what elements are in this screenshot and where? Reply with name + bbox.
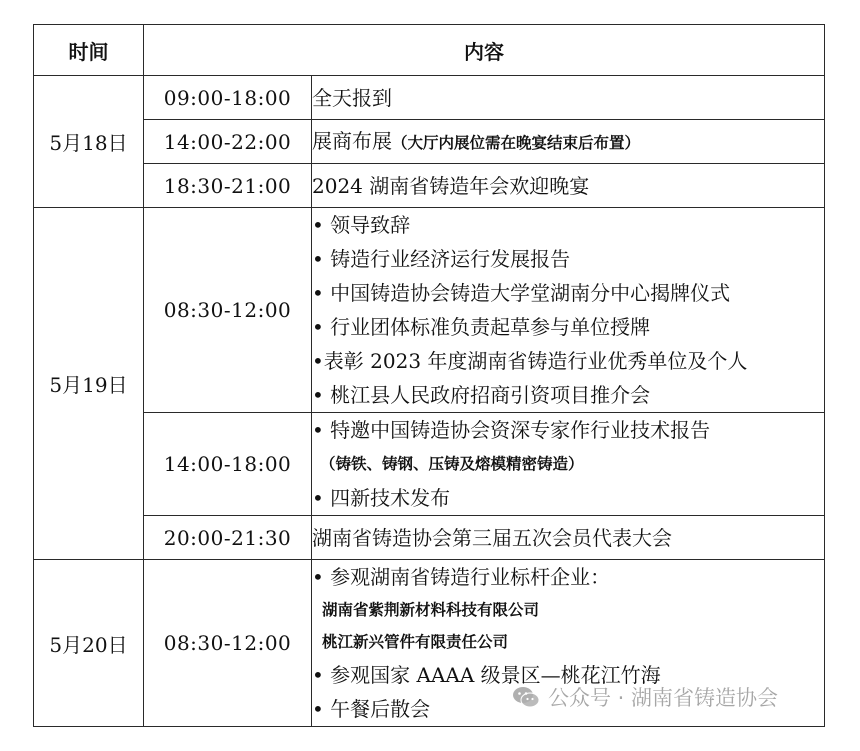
content-line: 全天报到 xyxy=(312,85,392,110)
content-cell xyxy=(312,120,825,164)
content-line: • 行业团体标准负责起草参与单位授牌 xyxy=(312,315,651,339)
content-line: • 四新技术发布 xyxy=(312,486,451,510)
table-row xyxy=(34,76,825,120)
schedule-table xyxy=(33,24,825,727)
wechat-icon xyxy=(512,686,540,708)
content-line: • 参观国家 AAAA 级景区—桃花江竹海 xyxy=(312,663,661,687)
content-note-text: （大厅内展位需在晚宴结束后布置） xyxy=(392,132,641,152)
content-cell xyxy=(312,413,825,516)
date-cell: 5月20日 xyxy=(34,560,144,727)
time-cell: 09:00-18:00 xyxy=(144,76,312,120)
content-line: • 中国铸造协会铸造大学堂湖南分中心揭牌仪式 xyxy=(312,281,731,305)
content-line: 湖南省铸造协会第三届五次会员代表大会 xyxy=(312,525,672,550)
content-line: • 午餐后散会 xyxy=(312,697,431,721)
company-line: 桃江新兴管件有限责任公司 xyxy=(322,632,509,651)
table-row xyxy=(34,208,825,413)
time-cell: 14:00-22:00 xyxy=(144,120,312,164)
watermark-text: 公众号 · 湖南省铸造协会 xyxy=(548,686,779,710)
content-line: • 桃江县人民政府招商引资项目推介会 xyxy=(312,383,651,407)
content-line: •表彰 2023 年度湖南省铸造行业优秀单位及个人 xyxy=(312,349,748,373)
time-cell: 08:30-12:00 xyxy=(144,560,312,727)
content-line: • 铸造行业经济运行发展报告 xyxy=(312,247,571,271)
content-column-header: 内容 xyxy=(144,25,825,76)
header-row xyxy=(34,25,825,76)
content-line: • 特邀中国铸造协会资深专家作行业技术报告 xyxy=(312,418,711,442)
date-cell: 5月18日 xyxy=(34,76,144,208)
table-row xyxy=(34,164,825,208)
content-cell xyxy=(312,76,825,120)
content-note-line: （铸铁、铸钢、压铸及熔模精密铸造） xyxy=(320,454,584,473)
table-row xyxy=(34,120,825,164)
time-cell: 08:30-12:00 xyxy=(144,208,312,413)
content-line: • 领导致辞 xyxy=(312,213,411,237)
time-cell: 18:30-21:00 xyxy=(144,164,312,208)
content-main-text: 展商布展 xyxy=(312,128,392,153)
table-row xyxy=(34,413,825,516)
date-cell: 5月19日 xyxy=(34,208,144,560)
content-cell xyxy=(312,164,825,208)
content-cell xyxy=(312,208,825,413)
time-column-header: 时间 xyxy=(34,25,144,76)
time-cell: 20:00-21:30 xyxy=(144,516,312,560)
content-cell xyxy=(312,516,825,560)
content-line: 2024 湖南省铸造年会欢迎晚宴 xyxy=(312,173,590,198)
company-line: 湖南省紫荆新材料科技有限公司 xyxy=(322,600,540,619)
watermark xyxy=(512,682,778,712)
time-cell: 14:00-18:00 xyxy=(144,413,312,516)
table-row xyxy=(34,516,825,560)
content-line: • 参观湖南省铸造行业标杆企业： xyxy=(312,565,611,589)
